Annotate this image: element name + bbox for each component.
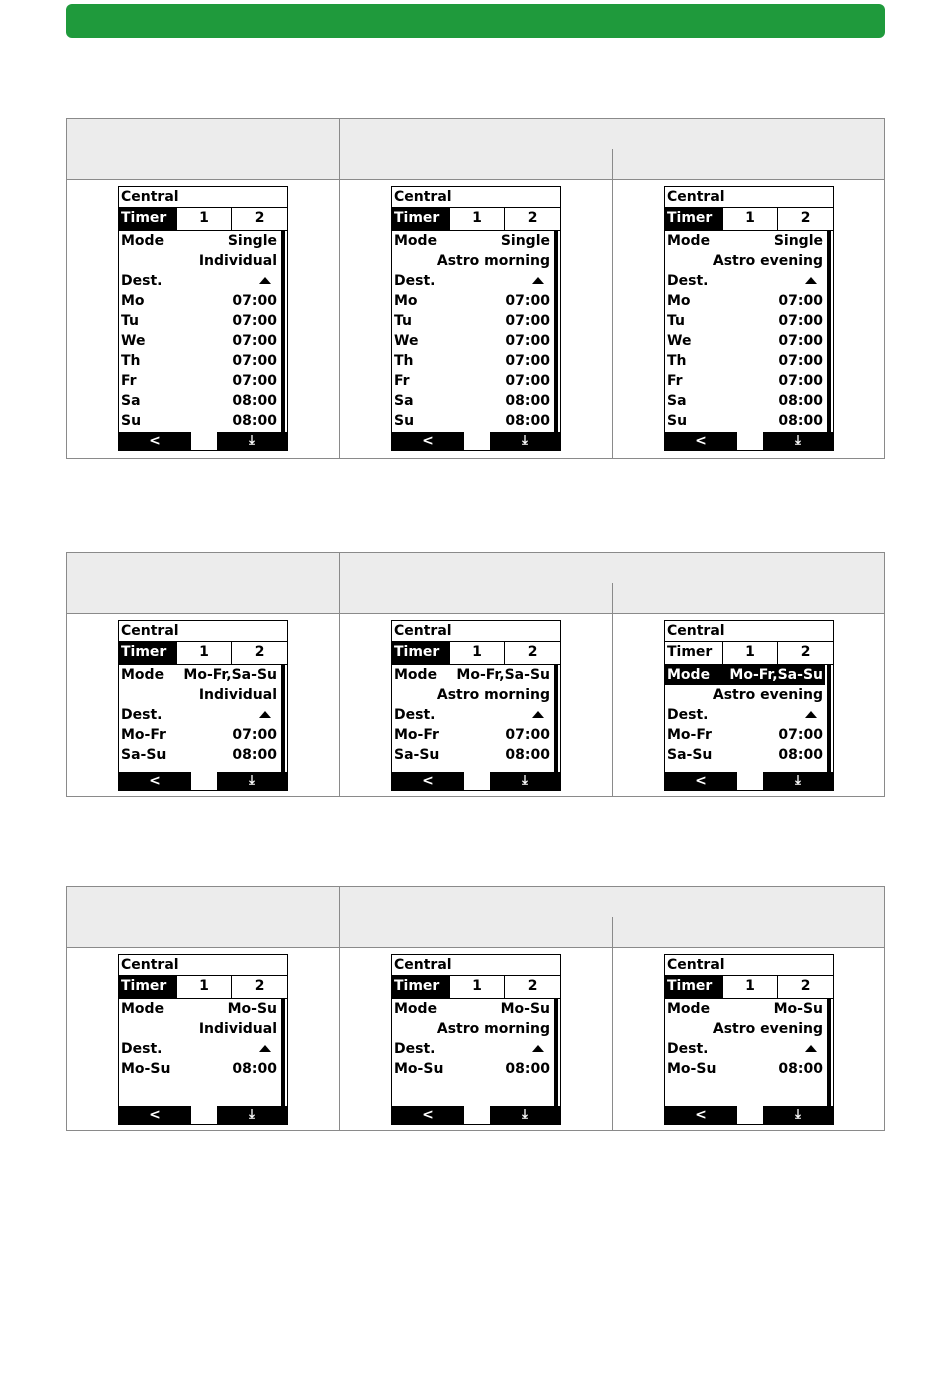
day-label: Tu [667,313,685,329]
day-time-row[interactable] [665,331,825,351]
day-label: Th [121,353,141,369]
scrollbar[interactable] [827,231,831,432]
up-triangle-icon [805,1045,817,1052]
up-triangle-icon [805,277,817,284]
tab-channel-2[interactable]: 2 [777,976,833,998]
mode-label: Mode [667,1001,711,1017]
destination-row[interactable] [392,271,552,291]
mode-value: Mo-Su [773,1001,823,1017]
softkey-spacer [464,432,490,450]
up-triangle-icon [259,1045,271,1052]
destination-row[interactable] [665,1039,825,1059]
time-value: 07:00 [778,727,823,743]
tab-bar [392,976,560,999]
day-time-row[interactable] [665,411,825,431]
device-screen [664,186,834,451]
screen-title: Central [392,621,560,642]
mode-value: Mo-Fr,Sa-Su [456,667,550,683]
tab-timer[interactable]: Timer [392,976,449,998]
time-value: 08:00 [778,1061,823,1077]
table-cell [613,613,886,796]
mode-value: Mo-Su [227,1001,277,1017]
softkey-bar [119,772,287,790]
tab-channel-2[interactable]: 2 [777,208,833,230]
softkey-bar [665,772,833,790]
mode-sub-value: Astro morning [436,687,550,703]
day-label: Mo-Su [394,1061,444,1077]
mode-sub-value: Astro evening [712,687,823,703]
day-time-row[interactable] [119,351,279,371]
day-time-row[interactable] [392,291,552,311]
mode-value: Single [227,233,277,249]
time-value: 08:00 [778,747,823,763]
mode-label: Mode [394,667,438,683]
table-section-2 [66,552,885,797]
day-time-row[interactable] [665,351,825,371]
tab-channel-1[interactable]: 1 [722,642,778,664]
day-label: Mo-Su [121,1061,171,1077]
day-label: Tu [394,313,412,329]
destination-row[interactable] [119,705,279,725]
time-value: 08:00 [232,747,277,763]
up-triangle-icon [259,711,271,718]
scrollbar[interactable] [554,231,558,432]
column-divider [612,917,613,947]
screen-title: Central [119,955,287,976]
softkey-spacer [191,1106,217,1124]
time-value: 07:00 [505,313,550,329]
tab-channel-2[interactable]: 2 [504,976,560,998]
tab-timer[interactable]: Timer [667,644,713,660]
scrollbar[interactable] [281,665,285,772]
mode-sub-value: Individual [198,687,277,703]
time-value: 08:00 [778,393,823,409]
mode-label: Mode [394,1001,438,1017]
table-section-1 [66,118,885,459]
day-label: We [667,333,692,349]
up-triangle-icon [532,1045,544,1052]
screen-title: Central [119,187,287,208]
time-value: 07:00 [778,353,823,369]
destination-row[interactable] [665,271,825,291]
settings-list [665,231,833,432]
mode-label: Mode [667,667,711,683]
back-button[interactable]: < [665,1106,737,1124]
mode-value: Single [773,233,823,249]
back-button[interactable]: < [392,772,464,790]
save-button[interactable]: ⤓ [217,772,287,790]
day-label: Mo-Fr [667,727,712,743]
destination-row[interactable] [392,705,552,725]
mode-label: Mode [394,233,438,249]
day-time-row[interactable] [392,725,552,745]
time-value: 07:00 [505,727,550,743]
back-button[interactable]: < [665,432,737,450]
tab-channel-1[interactable]: 1 [176,642,232,664]
day-label: Fr [394,373,410,389]
softkey-bar [665,432,833,450]
mode-sub-row [119,685,279,705]
mode-label: Mode [121,233,165,249]
day-label: Fr [667,373,683,389]
day-label: Mo-Fr [121,727,166,743]
day-time-row[interactable] [392,391,552,411]
mode-value: Mo-Fr,Sa-Su [729,667,823,683]
table-cell [613,179,886,458]
device-screen [118,954,288,1125]
mode-sub-row [392,251,552,271]
screen-title: Central [392,187,560,208]
table-cell [340,613,613,796]
device-screen [664,954,834,1125]
tab-channel-1[interactable]: 1 [176,976,232,998]
tab-bar [392,208,560,231]
mode-sub-value: Individual [198,1021,277,1037]
tab-channel-2[interactable]: 2 [504,208,560,230]
softkey-spacer [737,1106,763,1124]
tab-timer[interactable]: Timer [119,642,176,664]
tab-bar [665,208,833,231]
softkey-spacer [464,1106,490,1124]
mode-sub-value: Astro evening [712,1021,823,1037]
day-label: Sa [667,393,687,409]
day-time-row[interactable] [392,745,552,765]
save-button[interactable]: ⤓ [490,1106,560,1124]
day-label: Sa [121,393,141,409]
tab-channel-1[interactable]: 1 [722,208,778,230]
mode-row[interactable] [119,665,279,685]
day-time-row[interactable] [119,725,279,745]
tab-channel-1[interactable]: 1 [449,642,505,664]
time-value: 07:00 [232,373,277,389]
mode-row[interactable] [665,665,825,685]
column-divider [612,583,613,613]
mode-sub-row [392,685,552,705]
mode-value: Single [500,233,550,249]
mode-label: Mode [121,1001,165,1017]
softkey-spacer [737,432,763,450]
time-value: 08:00 [505,747,550,763]
time-value: 08:00 [778,413,823,429]
save-button[interactable]: ⤓ [763,432,833,450]
screen-title: Central [119,621,287,642]
settings-list [392,999,560,1106]
time-value: 07:00 [505,353,550,369]
time-value: 08:00 [232,1061,277,1077]
softkey-spacer [191,772,217,790]
tab-bar [119,976,287,999]
tab-channel-2[interactable]: 2 [231,208,287,230]
back-button[interactable]: < [119,772,191,790]
time-value: 07:00 [232,727,277,743]
destination-row[interactable] [119,271,279,291]
day-label: Sa [394,393,414,409]
settings-list [392,665,560,772]
time-value: 07:00 [778,293,823,309]
tab-timer[interactable]: Timer [119,208,176,230]
header-bar [66,4,885,38]
time-value: 07:00 [505,293,550,309]
back-button[interactable]: < [119,1106,191,1124]
tab-bar [665,976,833,999]
section-header-row [67,887,884,948]
up-triangle-icon [532,711,544,718]
mode-sub-value: Individual [198,253,277,269]
destination-label: Dest. [121,1041,163,1057]
destination-label: Dest. [667,707,709,723]
tab-timer[interactable]: Timer [665,208,722,230]
mode-sub-value: Astro morning [436,253,550,269]
up-triangle-icon [532,277,544,284]
tab-timer[interactable]: Timer [392,642,449,664]
mode-sub-row [665,1019,825,1039]
day-time-row[interactable] [119,311,279,331]
table-section-3 [66,886,885,1131]
tab-channel-2[interactable]: 2 [777,642,833,664]
save-button[interactable]: ⤓ [490,432,560,450]
tab-timer[interactable]: Timer [119,976,176,998]
settings-list [392,231,560,432]
destination-row[interactable] [119,1039,279,1059]
device-screen [118,620,288,791]
back-button[interactable]: < [392,432,464,450]
section-header-row [67,553,884,614]
day-time-row[interactable] [665,745,825,765]
day-label: Th [394,353,414,369]
day-label: Su [121,413,142,429]
time-value: 07:00 [778,313,823,329]
day-time-row[interactable] [119,411,279,431]
settings-list [119,999,287,1106]
time-value: 07:00 [505,373,550,389]
mode-sub-value: Astro morning [436,1021,550,1037]
time-value: 08:00 [505,413,550,429]
day-time-row[interactable] [665,391,825,411]
scrollbar[interactable] [281,999,285,1106]
destination-label: Dest. [667,273,709,289]
save-button[interactable]: ⤓ [217,1106,287,1124]
day-time-row[interactable] [392,411,552,431]
day-label: Fr [121,373,137,389]
destination-label: Dest. [394,1041,436,1057]
time-value: 08:00 [232,413,277,429]
day-time-row[interactable] [392,351,552,371]
device-screen [118,186,288,451]
screen-title: Central [665,187,833,208]
destination-label: Dest. [667,1041,709,1057]
softkey-bar [392,772,560,790]
softkey-spacer [191,432,217,450]
destination-label: Dest. [121,273,163,289]
time-value: 07:00 [232,293,277,309]
mode-row[interactable] [392,999,552,1019]
table-cell [340,947,613,1130]
destination-label: Dest. [394,707,436,723]
day-label: Mo-Fr [394,727,439,743]
mode-row[interactable] [119,231,279,251]
mode-sub-row [119,1019,279,1039]
mode-sub-row [665,685,825,705]
table-cell [340,179,613,458]
mode-row[interactable] [392,231,552,251]
day-label: Sa-Su [667,747,713,763]
table-cell [67,947,340,1130]
tab-bar [392,642,560,665]
softkey-bar [119,1106,287,1124]
day-time-row[interactable] [119,371,279,391]
mode-row[interactable] [119,999,279,1019]
day-label: Mo [121,293,145,309]
table-cell [67,613,340,796]
day-time-row[interactable] [392,371,552,391]
back-button[interactable]: < [119,432,191,450]
tab-bar [119,642,287,665]
day-label: Sa-Su [121,747,167,763]
time-value: 07:00 [232,353,277,369]
scrollbar[interactable] [554,999,558,1106]
day-label: We [394,333,419,349]
mode-sub-row [665,251,825,271]
settings-list [665,999,833,1106]
tab-channel-1[interactable]: 1 [176,208,232,230]
softkey-bar [665,1106,833,1124]
softkey-bar [392,1106,560,1124]
tab-channel-2[interactable]: 2 [231,642,287,664]
day-time-row[interactable] [392,1059,552,1079]
back-button[interactable]: < [665,772,737,790]
softkey-bar [119,432,287,450]
tab-channel-2[interactable]: 2 [231,976,287,998]
time-value: 07:00 [505,333,550,349]
scrollbar[interactable] [554,665,558,772]
destination-row[interactable] [392,1039,552,1059]
day-time-row[interactable] [665,311,825,331]
mode-sub-row [392,1019,552,1039]
device-screen [391,186,561,451]
settings-list [119,665,287,772]
screen-title: Central [665,621,833,642]
tab-bar [665,642,833,665]
mode-row[interactable] [392,665,552,685]
device-screen [391,954,561,1125]
day-time-row[interactable] [119,391,279,411]
time-value: 08:00 [505,1061,550,1077]
day-time-row[interactable] [119,1059,279,1079]
back-button[interactable]: < [392,1106,464,1124]
tab-channel-2[interactable]: 2 [504,642,560,664]
day-time-row[interactable] [665,291,825,311]
destination-row[interactable] [665,705,825,725]
day-label: Sa-Su [394,747,440,763]
time-value: 08:00 [505,393,550,409]
save-button[interactable]: ⤓ [763,1106,833,1124]
time-value: 07:00 [778,373,823,389]
table-cell [67,179,340,458]
day-time-row[interactable] [392,311,552,331]
day-label: Su [394,413,415,429]
time-value: 07:00 [232,313,277,329]
day-time-row[interactable] [119,331,279,351]
tab-timer[interactable]: Timer [665,976,722,998]
mode-sub-value: Astro evening [712,253,823,269]
save-button[interactable]: ⤓ [217,432,287,450]
tab-channel-1[interactable]: 1 [449,208,505,230]
day-label: Tu [121,313,139,329]
destination-label: Dest. [121,707,163,723]
destination-label: Dest. [394,273,436,289]
day-label: Mo [394,293,418,309]
mode-value: Mo-Fr,Sa-Su [183,667,277,683]
scrollbar[interactable] [827,665,831,772]
save-button[interactable]: ⤓ [490,772,560,790]
tab-channel-1[interactable]: 1 [449,976,505,998]
day-time-row[interactable] [665,1059,825,1079]
softkey-spacer [464,772,490,790]
softkey-bar [392,432,560,450]
day-label: Th [667,353,687,369]
tab-bar [119,208,287,231]
day-time-row[interactable] [119,745,279,765]
settings-list [665,665,833,772]
scrollbar[interactable] [281,231,285,432]
mode-row[interactable] [665,999,825,1019]
day-label: Mo-Su [667,1061,717,1077]
day-label: Mo [667,293,691,309]
day-label: Su [667,413,688,429]
time-value: 07:00 [778,333,823,349]
up-triangle-icon [259,277,271,284]
tab-timer[interactable]: Timer [392,208,449,230]
up-triangle-icon [805,711,817,718]
softkey-spacer [737,772,763,790]
settings-list [119,231,287,432]
day-time-row[interactable] [119,291,279,311]
section-header-row [67,119,884,180]
day-time-row[interactable] [665,371,825,391]
mode-sub-row [119,251,279,271]
device-screen [664,620,834,791]
tab-channel-1[interactable]: 1 [722,976,778,998]
column-divider [612,149,613,179]
day-time-row[interactable] [392,331,552,351]
mode-label: Mode [667,233,711,249]
mode-label: Mode [121,667,165,683]
mode-row[interactable] [665,231,825,251]
screen-title: Central [665,955,833,976]
mode-value: Mo-Su [500,1001,550,1017]
save-button[interactable]: ⤓ [763,772,833,790]
device-screen [391,620,561,791]
scrollbar[interactable] [827,999,831,1106]
day-label: We [121,333,146,349]
time-value: 08:00 [232,393,277,409]
table-cell [613,947,886,1130]
screen-title: Central [392,955,560,976]
day-time-row[interactable] [665,725,825,745]
time-value: 07:00 [232,333,277,349]
